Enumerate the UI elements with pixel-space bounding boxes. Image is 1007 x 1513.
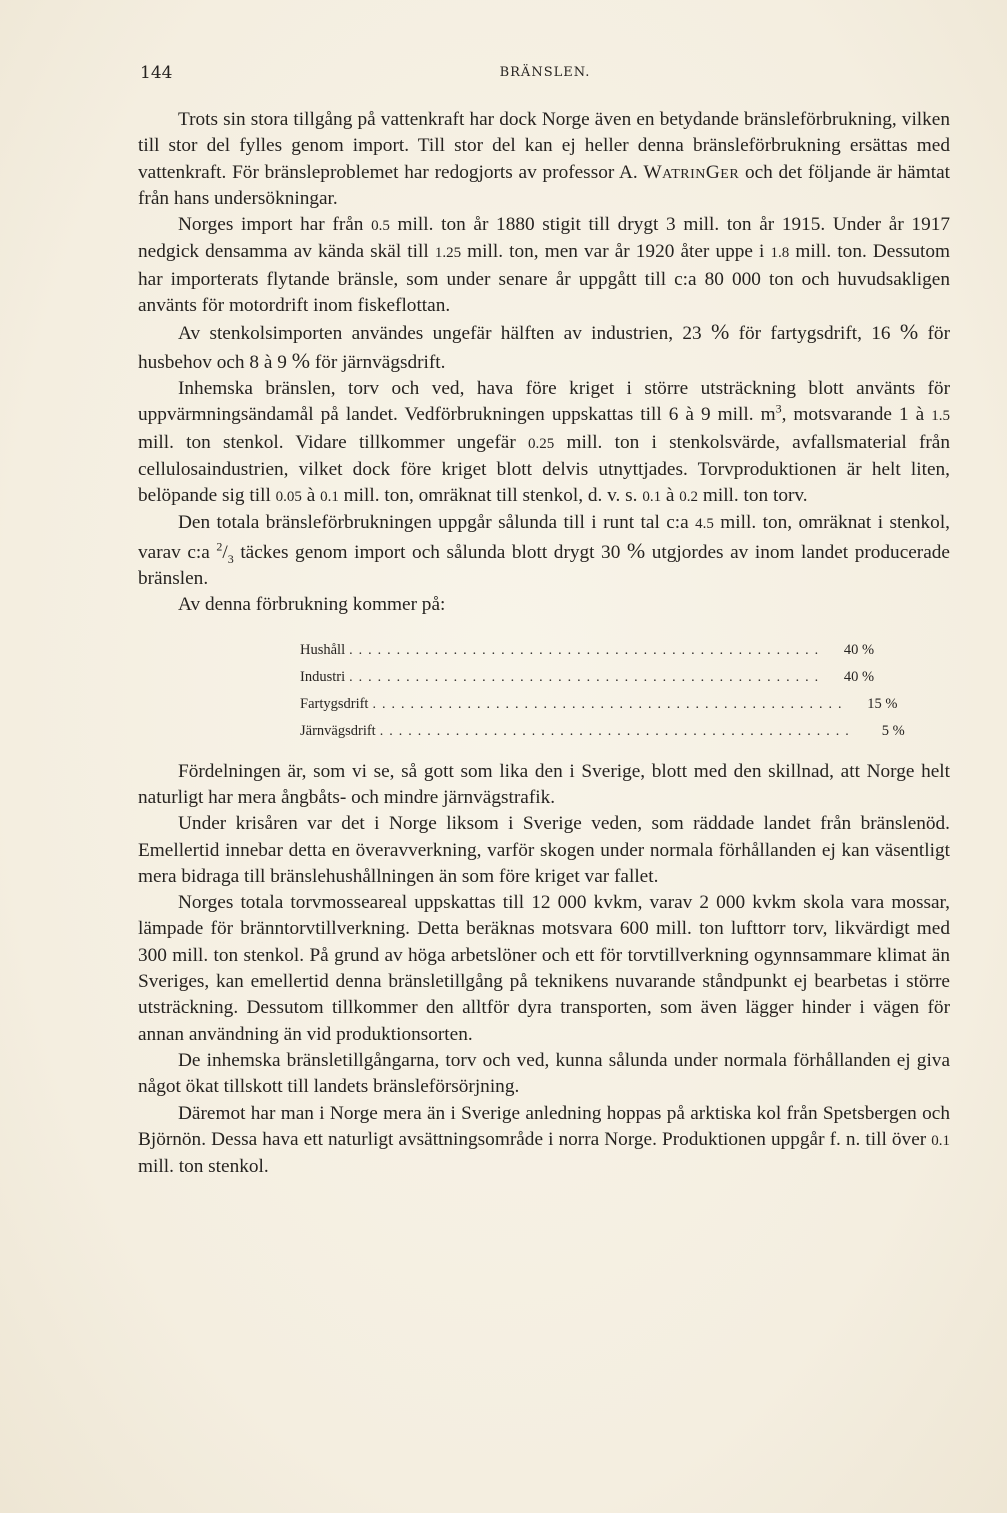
page-number: 144 — [140, 63, 173, 83]
paragraph: De inhemska bränsletillgångarna, torv och ved, kunna sålunda under normala förhållanden ej giva något ökat tillskott till landets bränsleförsörjning. — [138, 1049, 950, 1098]
paragraph: Däremot har man i Norge mera än i Sverige anledning hoppas på arktiska kol från Spetsbergen och Björnön. Dessa hava ett naturligt avsättningsområde i norra Norge. Produktionen uppgår f. n. till över 0.1 mill. ton stenkol. — [138, 1102, 950, 1178]
body-text — [138, 107, 950, 1180]
table-row: Järnvägsdrift .................................................. 5 % — [300, 722, 905, 739]
paragraph: Av stenkolsimporten användes ungefär hälften av industrien, 23 % för fartygsdrift, 16 % för husbehov och 8 à 9 % för järnvägsdrift. — [138, 319, 950, 373]
fraction: $^2/_3$ — [216, 539, 234, 566]
table-row: Industri .................................................. 40 % — [300, 668, 875, 685]
paragraph: Under krisåren var det i Norge liksom i Sverige veden, som räddade landet från bränslenöd. Emellertid innebar detta en överavverkning, varför skogen under normala förhållanden ej kan väsentligt mera bidraga till bränslehushållningen än som före kriget var fallet. — [138, 813, 950, 887]
paragraph: Inhemska bränslen, torv och ved, hava före kriget i större utsträckning blott använts för uppvärmningsändamål på landet. Vedförbrukningen uppskattas till 6 à 9 mill. $m^3$, motsvarande 1 à 1.5 mill. ton stenkol. Vidare tillkommer ungefär 0.25 mill. ton i stenkolsvärde, avfallsmaterial från cellulosaindustrien, vilket dock före kriget blott delvis utnyttjades. Torvproduktionen är helt liten, belöpande sig till 0.05 à 0.1 mill. ton, omräknat till stenkol, d. v. s. 0.1 à 0.2 mill. ton torv. — [138, 377, 951, 507]
page-header — [140, 63, 950, 87]
paragraph: Trots sin stora tillgång på vattenkraft har dock Norge även en betydande bränsleförbrukning, vilken till stor del fylles genom import. Till stor del kan ej heller denna bränsleförbrukning ersättas med vattenkraft. För bränsleproblemet har redogjorts av professor A. WatrinGer och det följande är hämtat från hans undersökningar. — [138, 109, 950, 209]
paragraph: Fördelningen är, som vi se, så gott som lika den i Sverige, blott med den skillnad, att Norge helt naturligt har mera ångbåts- och mindre järnvägstrafik. — [138, 760, 950, 808]
paragraph: Den totala bränsleförbrukningen uppgår sålunda till i runt tal c:a 4.5 mill. ton, omräknat i stenkol, varav c:a $^2/_3$ täckes genom import och sålunda blott drygt 30 % utgjordes av inom landet producerade bränslen. — [138, 512, 950, 590]
table-row: Fartygsdrift .................................................. 15 % — [300, 695, 898, 712]
paragraph: Av denna förbrukning kommer på: — [178, 594, 446, 616]
paragraph: Norges import har från 0.5 mill. ton år 1880 stigit till drygt 3 mill. ton år 1915. Under år 1917 nedgick densamma av kända skäl till 1.25 mill. ton, men var år 1920 åter uppe i 1.8 mill. ton. Dessutom har importerats flytande bränsle, som under senare år uppgått till c:a 80 000 ton och huvudsakligen använts för motordrift inom fiskeflottan. — [138, 214, 951, 317]
running-head: BRÄNSLEN. — [499, 65, 591, 80]
author-name: WatrinGer — [643, 161, 740, 183]
table-row: Hushåll .................................................. 40 % — [300, 641, 875, 658]
paragraph: Norges totala torvmosseareal uppskattas till 12 000 kvkm, varav 2 000 kvkm skola vara mossar, lämpade för bränntorvtillverkning. Detta beräknas motsvara 600 mill. ton lufttorr torv, likvärdigt med 300 mill. ton stenkol. På grund av höga arbetslöner och ett för torvtillverkning ogynnsammare klimat än Sveriges, kan emellertid denna bränsletillgång på teknikens nuvarande ståndpunkt ej bearbetas i större utsträckning. Dessutom tillkommer den alltför dyra transporten, som även lägger hinder i vägen för annan användning än vid produktionsorten. — [138, 892, 950, 1045]
consumption-table — [300, 637, 905, 745]
